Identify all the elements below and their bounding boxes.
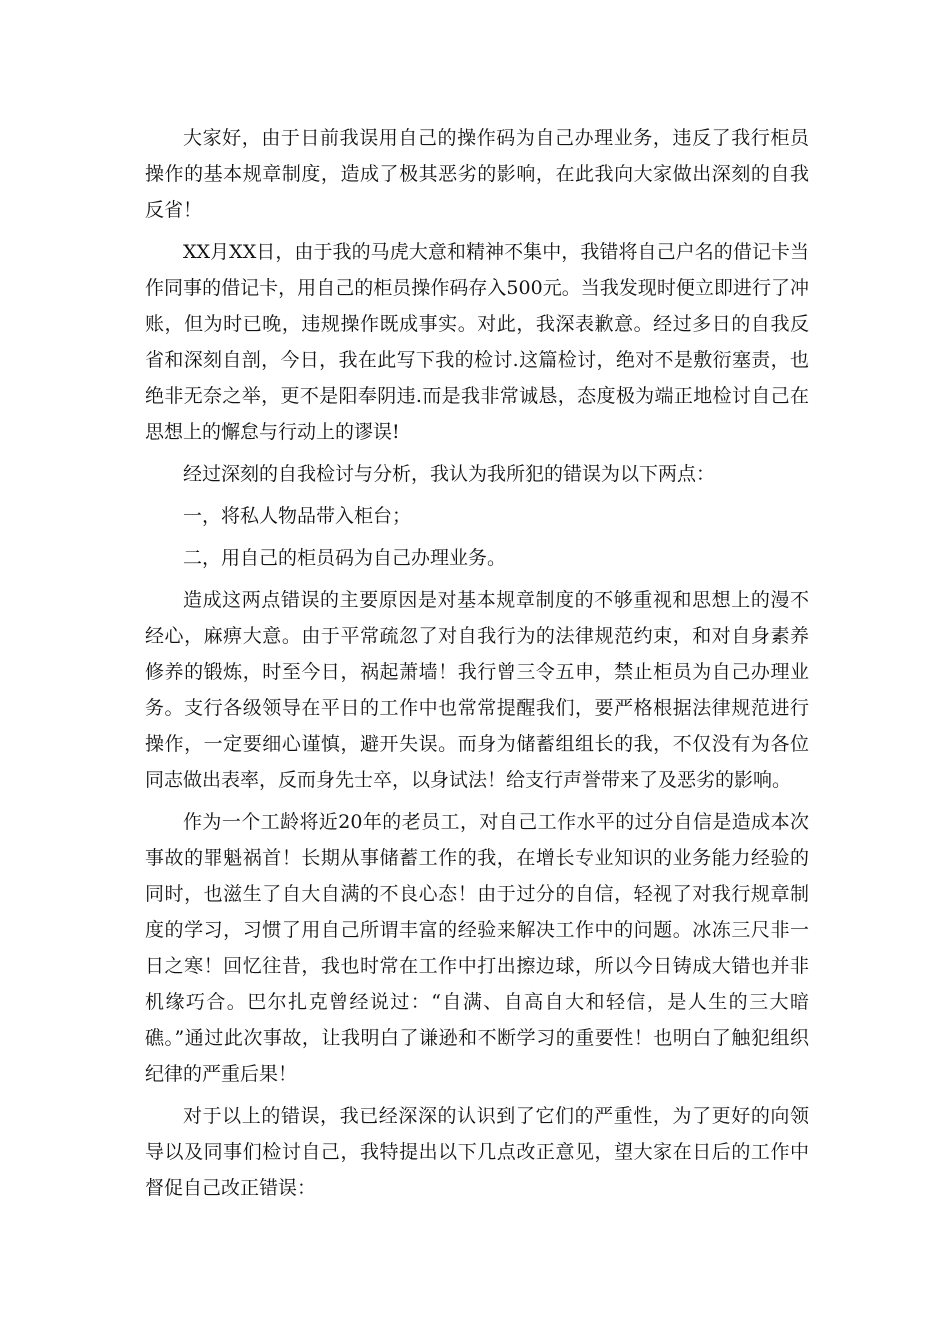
paragraph-cause: 造成这两点错误的主要原因是对基本规章制度的不够重视和思想上的漫不经心，麻痹大意。由于平常疏忽了对自我行为的法律规范约束，和对自身素养修养的锻炼，时至今日，祸起萧墙！我行曾三令五申，禁止柜员为自己办理业务。支行各级领导在平日的工作中也常常提醒我们，要严格根据法律规范进行操作，一定要细心谨慎，避开失误。而身为储蓄组组长的我，不仅没有为各位同志做出表率，反而身先士卒，以身试法！给支行声誉带来了及恶劣的影响。: [145, 589, 809, 791]
document-page: [145, 120, 809, 1206]
paragraph-analysis-lead: 经过深刻的自我检讨与分析，我认为我所犯的错误为以下两点：: [183, 463, 716, 485]
paragraph-error-1: 一，将私人物品带入柜台；: [183, 505, 412, 527]
paragraph-intro: 大家好，由于日前我误用自己的操作码为自己办理业务，违反了我行柜员操作的基本规章制度，造成了极其恶劣的影响，在此我向大家做出深刻的自我反省！: [145, 127, 809, 221]
paragraph-error-2: 二，用自己的柜员码为自己办理业务。: [183, 547, 507, 569]
paragraph-overconfidence: 作为一个工龄将近20年的老员工，对自己工作水平的过分自信是造成本次事故的罪魁祸首！长期从事储蓄工作的我，在增长专业知识的业务能力经验的同时，也滋生了自大自满的不良心态！由于过分的自信，轻视了对我行规章制度的学习，习惯了用自己所谓丰富的经验来解决工作中的问题。冰冻三尺非一日之寒！回忆往昔，我也时常在工作中打出擦边球，所以今日铸成大错也并非机缘巧合。巴尔扎克曾经说过：“自满、自高自大和轻信，是人生的三大暗礁。”通过此次事故，让我明白了谦逊和不断学习的重要性！也明白了触犯组织纪律的严重后果！: [145, 811, 809, 1085]
paragraph-corrections-lead: 对于以上的错误，我已经深深的认识到了它们的严重性，为了更好的向领导以及同事们检讨自己，我特提出以下几点改正意见，望大家在日后的工作中督促自己改正错误：: [145, 1105, 809, 1199]
paragraph-incident: XX月XX日，由于我的马虎大意和精神不集中，我错将自己户名的借记卡当作同事的借记卡，用自己的柜员操作码存入500元。当我发现时便立即进行了冲账，但为时已晚，违规操作既成事实。对此，我深表歉意。经过多日的自我反省和深刻自剖，今日，我在此写下我的检讨.这篇检讨，绝对不是敷衍塞责，也绝非无奈之举，更不是阳奉阴违.而是我非常诚恳，态度极为端正地检讨自己在思想上的懈怠与行动上的谬误!: [145, 241, 809, 443]
